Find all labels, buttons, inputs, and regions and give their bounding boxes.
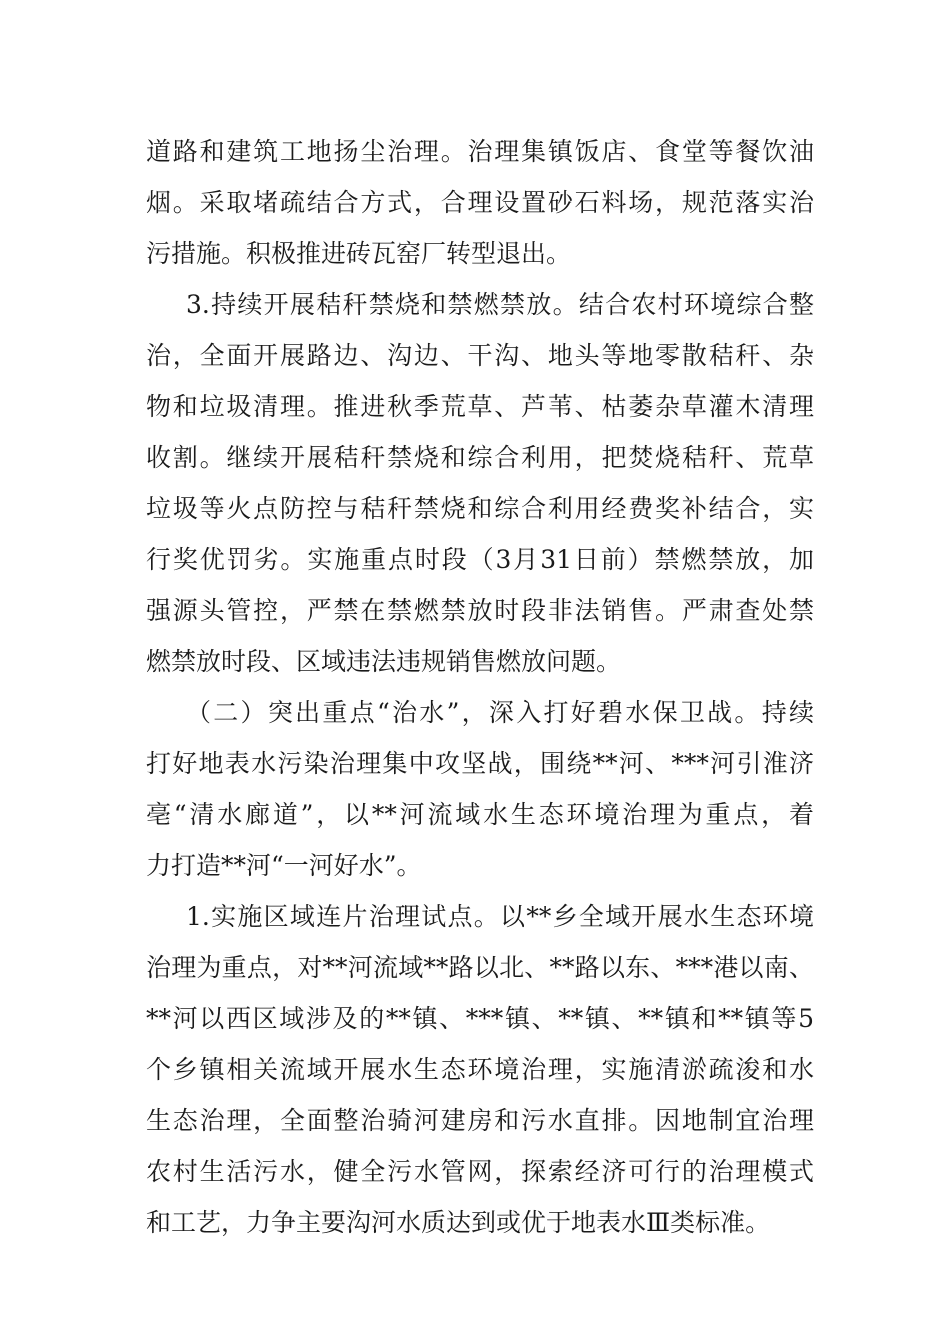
text-line: 治，全面开展路边、沟边、干沟、地头等地零散秸秆、杂 [146,341,814,370]
paragraph-dust-control [146,126,814,279]
text-line: 烟。采取堵疏结合方式，合理设置砂石料场，规范落实治 [146,188,814,217]
text-line: 强源头管控，严禁在禁燃禁放时段非法销售。严肃查处禁 [146,596,814,625]
text-line: 物和垃圾清理。推进秋季荒草、芦苇、枯萎杂草灌木清理 [146,392,814,421]
text-line: 污措施。积极推进砖瓦窑厂转型退出。 [146,239,572,268]
text-line: 农村生活污水，健全污水管网，探索经济可行的治理模式 [146,1157,814,1186]
document-body [146,126,814,1248]
text-line: 收割。继续开展秸秆禁烧和综合利用，把焚烧秸秆、荒草 [146,443,814,472]
text-line: 治理为重点，对**河流域**路以北、**路以东、***港以南、 [146,953,814,982]
text-line: 燃禁放时段、区域违法违规销售燃放问题。 [146,647,622,676]
text-line: 生态治理，全面整治骑河建房和污水直排。因地制宜治理 [146,1106,814,1135]
paragraph-regional-pilot [146,891,814,1248]
text-line: 3.持续开展秸秆禁烧和禁燃禁放。结合农村环境综合整 [186,290,814,319]
text-line: 道路和建筑工地扬尘治理。治理集镇饭店、食堂等餐饮油 [146,137,814,166]
text-line: 和工艺，力争主要沟河水质达到或优于地表水Ⅲ类标准。 [146,1208,771,1237]
text-line: 力打造**河“一河好水”。 [146,851,422,880]
text-line: **河以西区域涉及的**镇、***镇、**镇、**镇和**镇等5 [146,1004,814,1033]
text-line: 垃圾等火点防控与秸秆禁烧和综合利用经费奖补结合，实 [146,494,814,523]
text-line: 个乡镇相关流域开展水生态环境治理，实施清淤疏浚和水 [146,1055,814,1084]
paragraph-water-governance [146,687,814,891]
paragraph-straw-burning-ban [146,279,814,687]
text-line: 1.实施区域连片治理试点。以**乡全域开展水生态环境 [186,902,814,931]
section-heading-line: （二）突出重点“治水”，深入打好碧水保卫战。持续 [186,698,814,727]
text-line: 行奖优罚劣。实施重点时段（3月31日前）禁燃禁放，加 [146,545,814,574]
text-line: 亳“清水廊道”，以**河流域水生态环境治理为重点，着 [146,800,814,829]
text-line: 打好地表水污染治理集中攻坚战，围绕**河、***河引淮济 [146,749,814,778]
